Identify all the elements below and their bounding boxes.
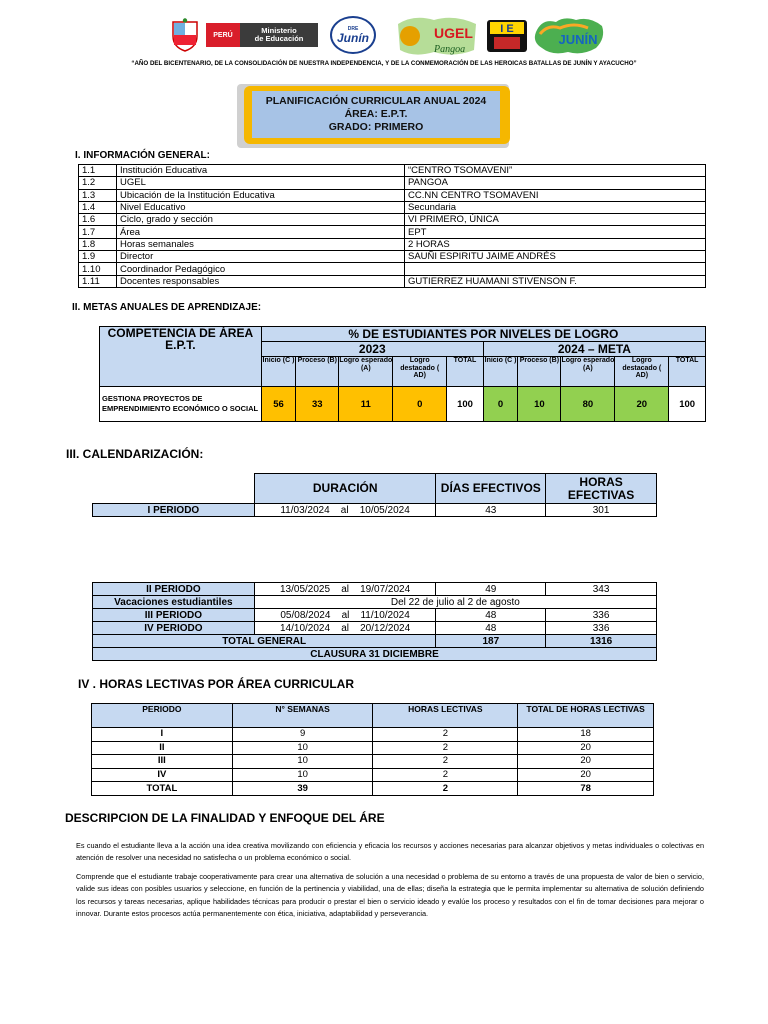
level-header: Logro esperado (A) [339, 357, 393, 387]
horas-cell: IV [92, 768, 233, 782]
calendar-period1-table [92, 503, 657, 517]
level-header: Proceso (B) [296, 357, 339, 387]
horas-total-row [92, 782, 654, 796]
ministerio-line2: de Educación [254, 34, 304, 43]
clausura-text: CLAUSURA 31 DICIEMBRE [93, 648, 657, 661]
horas-row [92, 768, 654, 782]
horas-total-cell: 39 [232, 782, 373, 796]
peru-label: PERÚ [206, 23, 240, 47]
competencia-name: GESTIONA PROYECTOS DE EMPRENDIMIENTO ECONÓMICO O SOCIAL [100, 387, 262, 422]
info-label: Ciclo, grado y sección [117, 214, 405, 226]
info-label: Horas semanales [117, 238, 405, 250]
info-row [79, 214, 706, 226]
info-num: 1.8 [79, 238, 117, 250]
horas-cell: 10 [232, 768, 373, 782]
horas-cell: 10 [232, 755, 373, 769]
horas-row [92, 728, 654, 742]
period-start: 13/05/2025 [280, 583, 331, 595]
period-days: 43 [436, 504, 546, 517]
info-value: Secundaria [405, 201, 706, 213]
dre-big-text: Junín [337, 31, 369, 45]
info-row [79, 275, 706, 287]
horas-header-row [92, 704, 654, 728]
title-line3: GRADO: PRIMERO [328, 121, 424, 133]
level-header: TOTAL [447, 357, 484, 387]
info-label: Docentes responsables [117, 275, 405, 287]
level-header: Proceso (B) [518, 357, 561, 387]
dre-small-text: DRE [347, 26, 359, 32]
horas-cell: 20 [518, 741, 654, 755]
horas-cell: 2 [373, 728, 518, 742]
period-label: IV PERIODO [93, 622, 255, 635]
value-2023: 0 [393, 387, 447, 422]
value-2024: 20 [615, 387, 669, 422]
info-value: CC.NN CENTRO TSOMAVENI [405, 189, 706, 201]
vacation-dates: Del 22 de julio al 2 de agosto [254, 596, 656, 609]
descripcion-heading: DESCRIPCION DE LA FINALIDAD Y ENFOQUE DEL ÁRE [65, 811, 385, 825]
calendar-periods-table [92, 582, 657, 661]
horas-header-cell: N° SEMANAS [232, 704, 373, 728]
period-row [93, 583, 657, 596]
info-num: 1.4 [79, 201, 117, 213]
ugel-pangoa-logo [394, 14, 480, 58]
level-header: Inicio (C ) [261, 357, 296, 387]
total-label: TOTAL GENERAL [93, 635, 436, 648]
horas-row [92, 755, 654, 769]
vacation-label: Vacaciones estudiantiles [93, 596, 255, 609]
period-duration [254, 504, 436, 517]
value-2023: 56 [261, 387, 296, 422]
level-header: Logro destacado ( AD) [615, 357, 669, 387]
calendar-header-table [254, 473, 657, 504]
info-value: 2 HORAS [405, 238, 706, 250]
info-row [79, 251, 706, 263]
info-value [405, 263, 706, 275]
period-label: I PERIODO [93, 504, 255, 517]
level-header: Inicio (C ) [483, 357, 518, 387]
info-label: Director [117, 251, 405, 263]
level-header: TOTAL [669, 357, 706, 387]
info-num: 1.6 [79, 214, 117, 226]
value-2024: 0 [483, 387, 518, 422]
vacation-row [93, 596, 657, 609]
value-2023: 33 [296, 387, 339, 422]
info-label: Nivel Educativo [117, 201, 405, 213]
info-row [79, 238, 706, 250]
title-line1: PLANIFICACIÓN CURRICULAR ANUAL 2024 [265, 95, 487, 107]
calendarizacion-heading: III. CALENDARIZACIÓN: [66, 447, 204, 461]
dre-junin-logo [330, 16, 376, 54]
horas-lectivas-table [91, 703, 654, 796]
horas-cell: 9 [232, 728, 373, 742]
info-row [79, 201, 706, 213]
info-row [79, 263, 706, 275]
info-value: PANGOA [405, 177, 706, 189]
info-label: Área [117, 226, 405, 238]
horas-total-cell: TOTAL [92, 782, 233, 796]
info-row [79, 226, 706, 238]
info-label: Institución Educativa [117, 165, 405, 177]
document-title [252, 91, 500, 138]
value-2024: 80 [561, 387, 615, 422]
value-2024: 10 [518, 387, 561, 422]
metas-heading: II. METAS ANUALES DE APRENDIZAJE: [72, 302, 262, 313]
info-row [79, 177, 706, 189]
total-row [93, 635, 657, 648]
metas-table [99, 326, 706, 422]
info-value: GUTIERREZ HUAMANI STIVENSON F. [405, 275, 706, 287]
info-general-table [78, 164, 706, 288]
descripcion-paragraph-1: Es cuando el estudiante lleva a la acción una idea creativa movilizando con eficiencia y eficacia los recursos y acciones necesarias para alcanzar objetivos y metas individuales o colectivas en atención de resolver una necesidad no satisfecha o un problema económico o social. [76, 841, 704, 863]
period-end: 11/10/2024 [360, 609, 410, 621]
info-label: Ubicación de la Institución Educativa [117, 189, 405, 201]
logo-bar [0, 14, 768, 58]
horas-cell: 20 [518, 768, 654, 782]
info-general-heading: I. INFORMACIÓN GENERAL: [75, 150, 210, 161]
year-2023-header: 2023 [261, 342, 483, 357]
info-num: 1.1 [79, 165, 117, 177]
ugel-sub-text: Pangoa [434, 44, 466, 55]
horas-cell: II [92, 741, 233, 755]
period-end: 20/12/2024 [360, 622, 411, 634]
info-row [79, 189, 706, 201]
ugel-text: UGEL [434, 25, 473, 41]
descripcion-paragraph-2: Comprende que el estudiante trabaje cooperativamente para crear una alternativa de solución a una necesidad o problema de su entorno a través de una propuesta de valor de bien o servicio, valide sus ideas con posibles usuarios y seleccione, en función de la pertinencia y viabilidad, una de ellas; diseña la estrategia que le permita implementar su alternativa de solución definiendo los recursos y tareas necesarias, aplique habilidades técnicas para producir o prestar el bien o servicio ideado y evalúe los proceso y resultados con el fin de tomar decisiones para mejorar o innovar. Durante estos procesos actúa permanentemente con ética, iniciativa, adaptabilidad y perseverancia. [76, 872, 704, 918]
period-hours: 343 [546, 583, 657, 596]
horas-cell: 2 [373, 768, 518, 782]
period-start: 05/08/2024 [280, 609, 331, 621]
clausura-row [93, 648, 657, 661]
official-motto: “AÑO DEL BICENTENARIO, DE LA CONSOLIDACIÓN DE NUESTRA INDEPENDENCIA, Y DE LA CONMEMORACIÓN DE LAS HEROICAS BATALLAS DE JUNÍN Y AYACUCHO” [131, 60, 637, 67]
period-end: 19/07/2024 [360, 583, 411, 595]
peru-coat-of-arms-icon [170, 18, 200, 52]
period-duration [254, 622, 436, 635]
horas-header: HORAS EFECTIVAS [546, 474, 657, 504]
horas-cell: 2 [373, 755, 518, 769]
horas-row [92, 741, 654, 755]
junin-map-logo [530, 14, 608, 58]
period-row [93, 504, 657, 517]
horas-cell: 20 [518, 755, 654, 769]
period-al: al [341, 622, 349, 634]
year-2024-header: 2024 – META [483, 342, 705, 357]
info-label: UGEL [117, 177, 405, 189]
total-hours: 1316 [546, 635, 657, 648]
horas-header-cell: TOTAL DE HORAS LECTIVAS [518, 704, 654, 728]
total-days: 187 [436, 635, 546, 648]
info-label: Coordinador Pedagógico [117, 263, 405, 275]
title-line2: ÁREA: E.P.T. [344, 108, 408, 120]
horas-total-cell: 2 [373, 782, 518, 796]
ie-text: I E [500, 23, 514, 35]
period-al: al [340, 504, 349, 516]
period-start: 11/03/2024 [280, 504, 330, 516]
period-days: 48 [436, 609, 546, 622]
info-num: 1.2 [79, 177, 117, 189]
period-start: 14/10/2024 [280, 622, 331, 634]
value-2023: 11 [339, 387, 393, 422]
info-num: 1.10 [79, 263, 117, 275]
period-duration [254, 583, 436, 596]
period-row [93, 609, 657, 622]
ie-shield-logo [484, 18, 530, 54]
dias-header: DÍAS EFECTIVOS [436, 474, 546, 504]
horas-cell: 18 [518, 728, 654, 742]
period-label: II PERIODO [93, 583, 255, 596]
duracion-header: DURACIÓN [255, 474, 436, 504]
value-2023: 100 [447, 387, 484, 422]
period-row [93, 622, 657, 635]
period-al: al [341, 583, 349, 595]
pct-header: % DE ESTUDIANTES POR NIVELES DE LOGRO [261, 327, 705, 342]
period-al: al [341, 609, 350, 621]
junin-map-text: JUNÍN [558, 32, 598, 47]
info-value: VI PRIMERO, ÚNICA [405, 214, 706, 226]
horas-cell: III [92, 755, 233, 769]
period-end: 10/05/2024 [359, 504, 410, 516]
period-hours: 301 [546, 504, 657, 517]
horas-cell: I [92, 728, 233, 742]
level-header: Logro destacado ( AD) [393, 357, 447, 387]
info-num: 1.7 [79, 226, 117, 238]
period-hours: 336 [546, 609, 657, 622]
info-row [79, 165, 706, 177]
period-days: 49 [436, 583, 546, 596]
ministerio-logo [240, 23, 318, 47]
info-num: 1.11 [79, 275, 117, 287]
horas-header-cell: PERIODO [92, 704, 233, 728]
info-num: 1.3 [79, 189, 117, 201]
horas-header-cell: HORAS LECTIVAS [373, 704, 518, 728]
info-num: 1.9 [79, 251, 117, 263]
value-2024: 100 [669, 387, 706, 422]
period-duration [254, 609, 436, 622]
period-hours: 336 [546, 622, 657, 635]
period-days: 48 [436, 622, 546, 635]
competencia-header: COMPETENCIA DE ÁREA E.P.T. [100, 327, 262, 387]
level-header: Logro esperado (A) [561, 357, 615, 387]
info-value: “CENTRO TSOMAVENI” [405, 165, 706, 177]
ministerio-line1: Ministerio [261, 25, 297, 35]
horas-cell: 2 [373, 741, 518, 755]
horas-cell: 10 [232, 741, 373, 755]
horas-total-cell: 78 [518, 782, 654, 796]
info-value: EPT [405, 226, 706, 238]
info-value: SAUÑI ESPIRITU JAIME ANDRÉS [405, 251, 706, 263]
horas-lectivas-heading: IV . HORAS LECTIVAS POR ÁREA CURRICULAR [78, 677, 355, 691]
period-label: III PERIODO [93, 609, 255, 622]
